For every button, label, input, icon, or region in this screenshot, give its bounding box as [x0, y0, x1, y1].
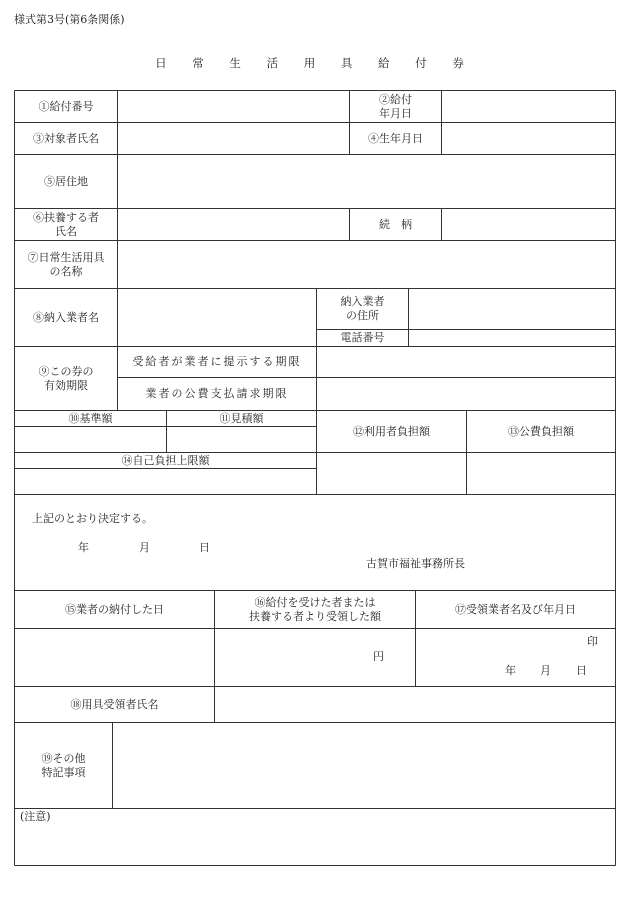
label-validity-period: ⑨この券の 有効期限: [38, 364, 94, 392]
document-title: 日 常 生 活 用 具 給 付 券: [155, 56, 475, 70]
label-estimate-amount: ⑪見積額: [219, 411, 264, 425]
receipt-month: 月: [540, 664, 551, 677]
label-standard-amount: ⑩基準額: [68, 411, 113, 425]
decision-text: 上記のとおり決定する。: [32, 512, 153, 525]
label-supplier-name: ⑧納入業者名: [33, 310, 99, 324]
label-presentation-deadline: 受給者が業者に提示する期限: [132, 355, 302, 368]
label-recipient-name: ③対象者氏名: [33, 131, 99, 145]
label-relation: 続 柄: [379, 217, 412, 231]
label-receiving-supplier: ⑰受領業者名及び年月日: [455, 602, 576, 616]
label-supplier-address: 納入業者 の住所: [340, 295, 385, 322]
label-self-burden-limit: ⑭自己負担上限額: [121, 453, 210, 467]
decision-signer: 古賀市福祉事務所長: [366, 557, 465, 570]
label-public-burden: ⑬公費負担額: [508, 424, 574, 438]
label-equipment-name: ⑦日常生活用具 の名称: [27, 250, 105, 278]
seal-mark: 印: [587, 635, 598, 648]
label-residence: ⑤居住地: [44, 174, 88, 188]
receipt-day: 日: [576, 664, 587, 677]
label-equipment-receiver: ⑱用具受領者氏名: [70, 697, 159, 711]
label-benefit-number: ①給付番号: [38, 99, 94, 113]
label-claim-deadline: 業者の公費支払請求期限: [145, 387, 289, 400]
decision-day: 日: [199, 541, 210, 554]
label-phone-number: 電話番号: [340, 331, 385, 344]
yen-unit: 円: [373, 650, 384, 663]
label-received-amount: ⑯給付を受けた者または 扶養する者より受領した額: [249, 595, 381, 623]
decision-year: 年: [78, 541, 89, 554]
note-label: (注意): [20, 810, 51, 823]
form-number: 様式第3号(第6条関係): [14, 13, 125, 26]
label-guardian-name: ⑥扶養する者 氏名: [33, 210, 99, 238]
label-other-remarks: ⑲その他 特記事項: [41, 751, 86, 779]
label-birth-date: ④生年月日: [368, 131, 423, 145]
receipt-year: 年: [505, 664, 516, 677]
label-user-burden: ⑫利用者負担額: [353, 424, 430, 438]
label-delivery-date: ⑮業者の納付した日: [65, 602, 164, 616]
label-benefit-date: ②給付 年月日: [379, 92, 412, 120]
decision-month: 月: [139, 541, 150, 554]
